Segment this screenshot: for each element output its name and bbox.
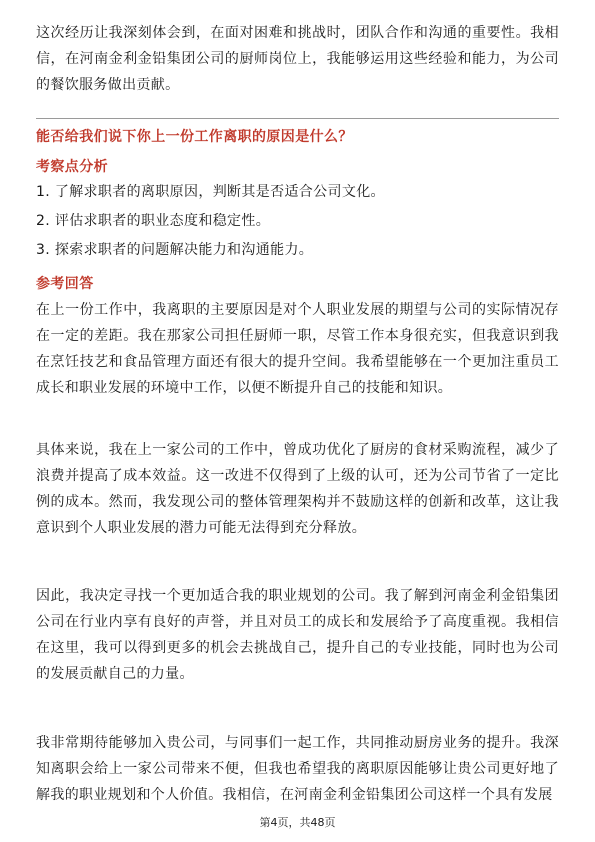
- intro-paragraph: 这次经历让我深刻体会到，在面对困难和挑战时，团队合作和沟通的重要性。我相信，在河南金利金铅集团公司的厨师岗位上，我能够运用这些经验和能力，为公司的餐饮服务做出贡献。: [36, 25, 559, 93]
- answer-paragraph: 我非常期待能够加入贵公司，与同事们一起工作，共同推动厨房业务的提升。我深知离职会给上一家公司带来不便，但我也希望我的离职原因能够让贵公司更好地了解我的职业规划和个人价值。我相信，在河南金利金铅集团公司这样一个具有发展: [36, 735, 559, 803]
- question-title: 能否给我们说下你上一份工作离职的原因是什么？: [36, 129, 353, 145]
- answer-paragraph: 在上一份工作中，我离职的主要原因是对个人职业发展的期望与公司的实际情况存在一定的差距。我在那家公司担任厨师一职，尽管工作本身很充实，但我意识到我在烹饪技艺和食品管理方面还有很大的提升空间。我希望能够在一个更加注重员工成长和职业发展的环境中工作，以便不断提升自己的技能和知识。: [36, 302, 559, 396]
- section-divider: [36, 118, 559, 119]
- answer-heading: 参考回答: [36, 276, 94, 292]
- answer-paragraph: 具体来说，我在上一家公司的工作中，曾成功优化了厨房的食材采购流程，减少了浪费并提高了成本效益。这一改进不仅得到了上级的认可，还为公司节省了一定比例的成本。然而，我发现公司的整体管理架构并不鼓励这样的创新和改革，这让我意识到个人职业发展的潜力可能无法得到充分释放。: [36, 442, 559, 536]
- analysis-item: 2. 评估求职者的职业态度和稳定性。: [36, 213, 271, 229]
- answer-paragraph: 因此，我决定寻找一个更加适合我的职业规划的公司。我了解到河南金利金铅集团公司在行业内享有良好的声誉，并且对员工的成长和发展给予了高度重视。我相信在这里，我可以得到更多的机会去挑战自己，提升自己的专业技能，同时也为公司的发展贡献自己的力量。: [36, 588, 559, 682]
- analysis-item: 1. 了解求职者的离职原因，判断其是否适合公司文化。: [36, 184, 385, 200]
- analysis-item: 3. 探索求职者的问题解决能力和沟通能力。: [36, 242, 314, 258]
- page-number: 第4页，共48页: [259, 816, 336, 829]
- analysis-heading: 考察点分析: [36, 159, 108, 175]
